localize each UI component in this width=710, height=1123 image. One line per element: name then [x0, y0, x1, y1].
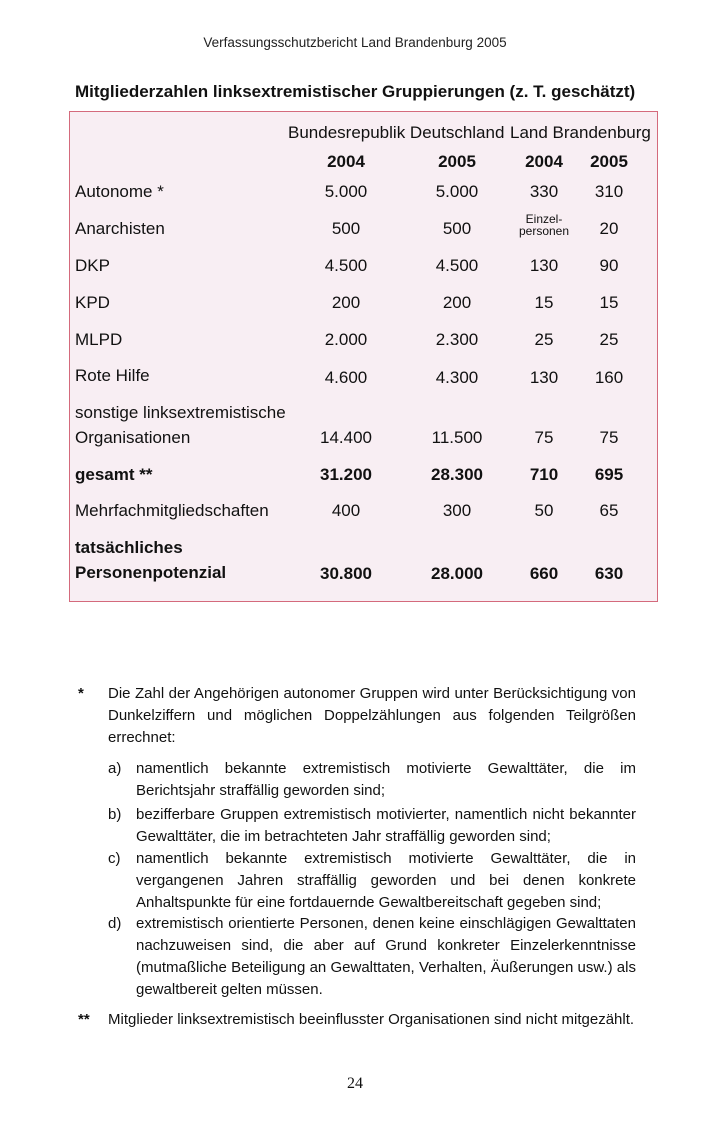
table-cell: 14.400 — [320, 428, 372, 447]
table-cell: 660 — [529, 564, 559, 583]
table-cell: 28.000 — [431, 564, 483, 583]
year-header: 2004 — [327, 152, 365, 171]
table-cell: 200 — [442, 293, 472, 312]
row-label: Personenpotenzial — [75, 563, 227, 582]
footnote-marker: ** — [78, 1011, 90, 1028]
table-cell: 400 — [331, 501, 361, 520]
table-cell: 65 — [599, 501, 619, 520]
table-cell: 4.600 — [324, 368, 368, 387]
item-text: extremistisch orientierte Personen, denen keine einschlägigen Gewalttaten nachzuweisen sind, die aber auf Grund konkreter Einzelerkenntnisse (mutmaßliche Beteiligung an Gewalttaten, Verhalten, Äußerungen usw.) als gewaltbereit gelten müssen. — [136, 915, 636, 998]
table-cell: 90 — [599, 256, 619, 275]
year-header: 2004 — [525, 152, 563, 171]
table-cell: 310 — [594, 182, 624, 201]
row-label: Mehrfachmitgliedschaften — [75, 501, 269, 520]
page-number: 24 — [347, 1075, 363, 1092]
table-cell: 5.000 — [324, 182, 368, 201]
table-cell: 4.500 — [324, 256, 368, 275]
item-text: namentlich bekannte extremistisch motivierte Gewalttäter, die in vergangenen Jahren straffällig geworden und bei denen konkrete Anhaltspunkte für eine fortdauernde Gewaltbereitschaft gegeben sind; — [136, 850, 636, 911]
page-header: Verfassungsschutzbericht Land Brandenburg 2005 — [203, 35, 507, 50]
table-cell: 500 — [331, 219, 361, 238]
table-cell: 330 — [529, 182, 559, 201]
table-cell: 15 — [534, 293, 554, 312]
table-cell-special: Einzel- — [525, 212, 563, 226]
membership-table — [69, 111, 658, 602]
table-cell: 630 — [594, 564, 624, 583]
table-cell-special: personen — [518, 224, 570, 238]
table-cell: 695 — [594, 465, 624, 484]
table-cell: 31.200 — [320, 465, 372, 484]
footnote-text: Mitglieder linksextremistisch beeinflusster Organisationen sind nicht mitgezählt. — [108, 1011, 635, 1028]
row-label: sonstige linksextremistische — [75, 403, 286, 422]
table-cell: 160 — [594, 368, 624, 387]
table-cell: 50 — [534, 501, 554, 520]
table-cell: 200 — [331, 293, 361, 312]
row-label: gesamt ** — [75, 465, 153, 484]
footnote-marker: * — [78, 685, 84, 702]
item-marker: c) — [108, 850, 121, 867]
table-cell: 4.500 — [435, 256, 479, 275]
column-group-bund: Bundesrepublik Deutschland — [288, 123, 505, 142]
table-cell: 300 — [442, 501, 472, 520]
item-marker: a) — [108, 760, 122, 777]
row-label: Organisationen — [75, 428, 191, 447]
table-cell: 500 — [442, 219, 472, 238]
item-marker: b) — [108, 806, 122, 823]
table-title: Mitgliederzahlen linksextremistischer Gruppierungen (z. T. geschätzt) — [75, 82, 636, 101]
item-text: namentlich bekannte extremistisch motivierte Gewalttäter, die im Berichtsjahr straffällig geworden sind; — [136, 760, 636, 799]
table-cell: 30.800 — [320, 564, 372, 583]
item-text: bezifferbare Gruppen extremistisch motivierter, namentlich nicht bekannter Gewalttäter, die im betrachteten Jahr straffällig geworden sind; — [136, 806, 636, 845]
row-label: MLPD — [75, 330, 123, 349]
table-cell: 130 — [529, 368, 559, 387]
table-cell: 5.000 — [435, 182, 479, 201]
row-label: KPD — [75, 293, 110, 312]
column-group-land: Land Brandenburg — [510, 123, 651, 142]
row-label: Anarchisten — [75, 219, 165, 238]
row-label: Autonome * — [75, 182, 164, 201]
table-cell: 75 — [599, 428, 619, 447]
table-cell: 130 — [529, 256, 559, 275]
table-cell: 2.000 — [324, 330, 368, 349]
table-cell: 2.300 — [435, 330, 479, 349]
table-cell: 15 — [599, 293, 619, 312]
table-cell: 710 — [529, 465, 559, 484]
row-label: tatsächliches — [75, 538, 183, 557]
table-cell: 25 — [534, 330, 554, 349]
row-label: Rote Hilfe — [75, 366, 150, 385]
footnote-text: Die Zahl der Angehörigen autonomer Gruppen wird unter Berücksichtigung von Dunkelziffern und möglichen Doppelzählungen aus folgenden Teilgrößen errechnet: — [108, 685, 636, 746]
table-cell: 25 — [599, 330, 619, 349]
table-cell: 75 — [534, 428, 554, 447]
year-header: 2005 — [590, 152, 628, 171]
row-label: DKP — [75, 256, 110, 275]
table-cell: 4.300 — [435, 368, 479, 387]
table-cell: 11.500 — [431, 428, 483, 447]
year-header: 2005 — [438, 152, 476, 171]
table-cell: 20 — [599, 219, 619, 238]
item-marker: d) — [108, 915, 122, 932]
table-cell: 28.300 — [431, 465, 483, 484]
